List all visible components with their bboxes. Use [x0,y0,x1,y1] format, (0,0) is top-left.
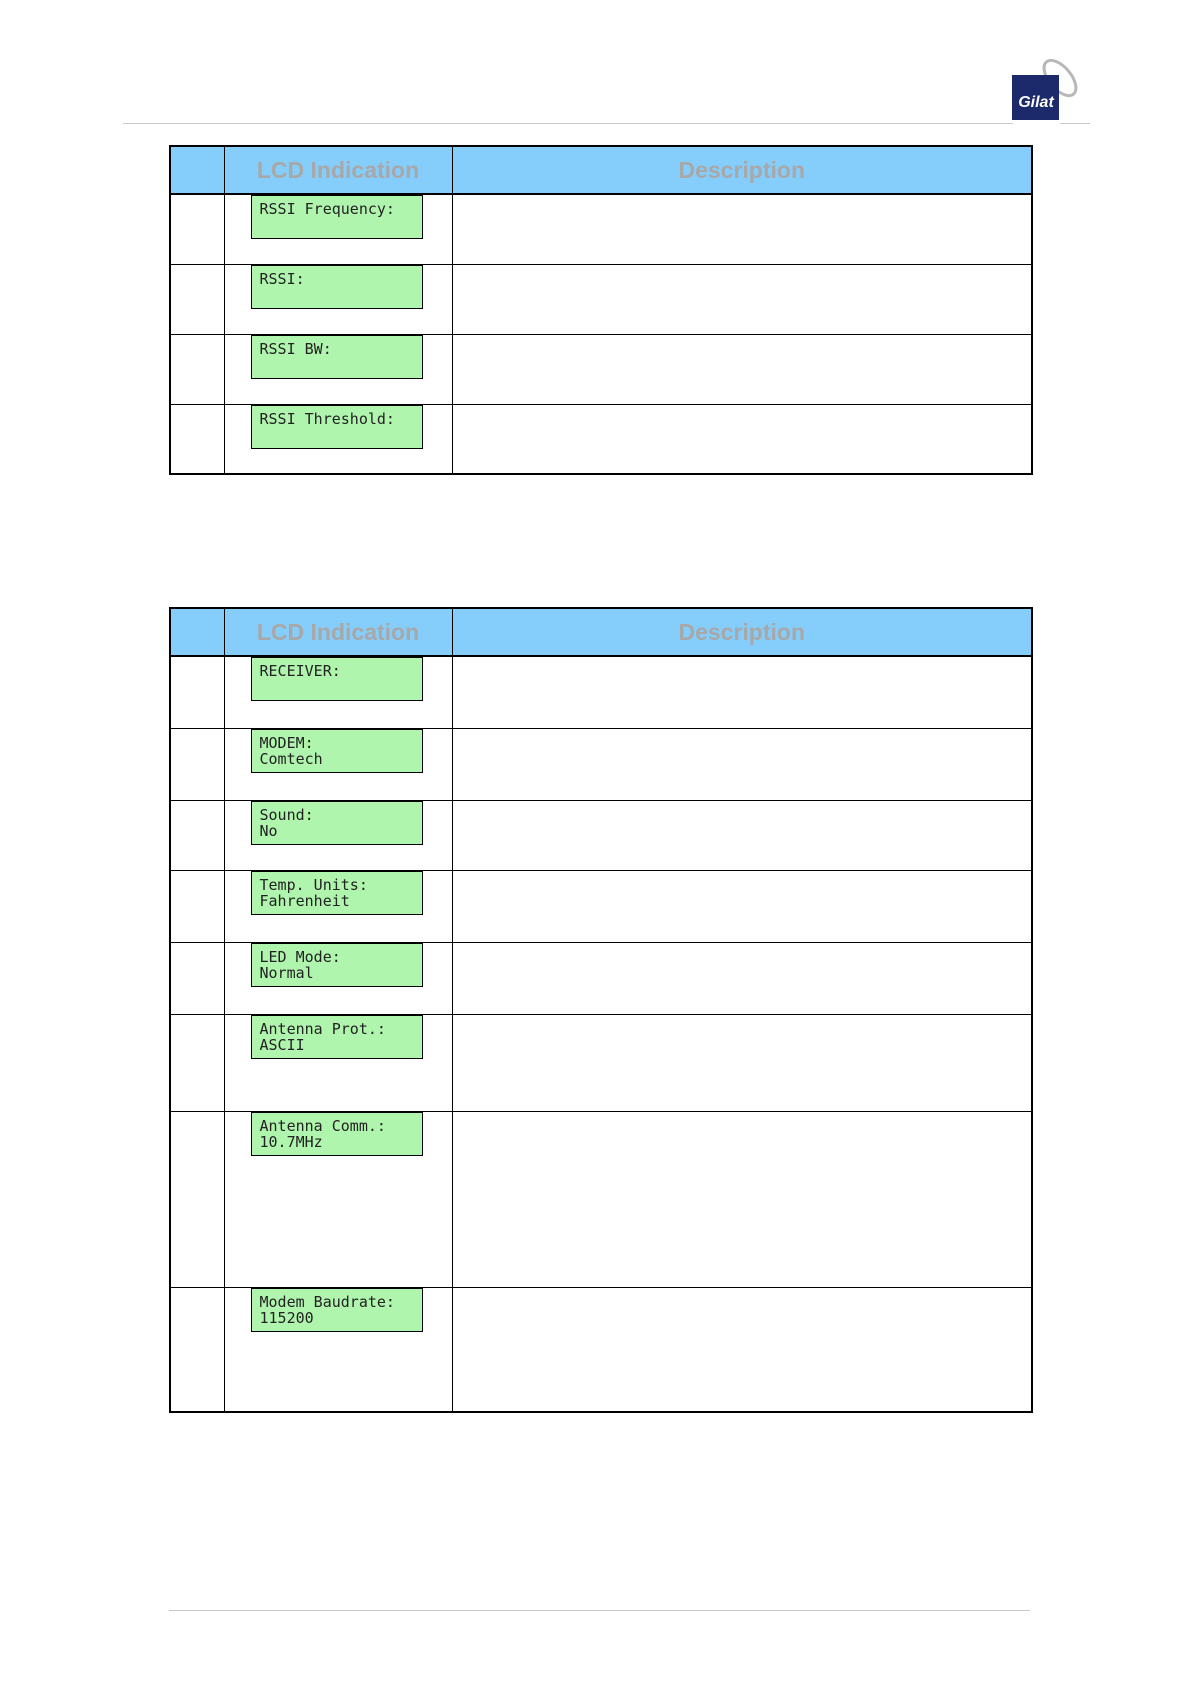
table-row [170,800,1032,870]
lcd-line-2: 10.7MHz [259,1132,323,1151]
header-lcd-indication: LCD Indication [224,146,452,194]
lcd-screen [251,871,423,915]
description-cell [452,194,1032,264]
row-number [170,728,224,800]
row-number [170,656,224,728]
table-row [170,1111,1032,1287]
table-row [170,194,1032,264]
lcd-line-1: Modem Baudrate: [259,1292,395,1311]
lcd-screen [251,405,423,449]
lcd-cell [224,1111,452,1287]
gilat-logo [1008,56,1092,124]
lcd-line-1: RSSI: [259,269,305,288]
lcd-line-1: LED Mode: [259,947,341,966]
lcd-line-2: ASCII [259,1035,305,1054]
lcd-cell [224,728,452,800]
table-row [170,728,1032,800]
description-cell [452,656,1032,728]
lcd-cell [224,800,452,870]
lcd-line-1: RSSI Frequency: [259,200,395,218]
row-number [170,942,224,1014]
description-cell [452,1287,1032,1412]
lcd-screen [251,729,423,773]
lcd-line-1: RECEIVER: [259,662,341,680]
table-row [170,334,1032,404]
logo-text: Gilat [1018,94,1054,111]
row-number [170,194,224,264]
table-header-row [170,146,1032,194]
row-number [170,334,224,404]
header-number [170,608,224,656]
header-description: Description [452,608,1032,656]
lcd-cell [224,1014,452,1111]
lcd-line-1: Temp. Units: [259,875,368,894]
lcd-line-1: RSSI Threshold: [259,409,395,428]
lcd-screen [251,1015,423,1059]
table-row [170,870,1032,942]
row-number [170,800,224,870]
row-number [170,404,224,474]
table-row [170,404,1032,474]
lcd-cell [224,870,452,942]
lcd-cell [224,194,452,264]
row-number [170,870,224,942]
lcd-cell [224,264,452,334]
description-cell [452,1111,1032,1287]
table-row [170,656,1032,728]
lcd-screen [251,265,423,309]
row-number [170,1111,224,1287]
description-cell [452,870,1032,942]
lcd-line-1: Antenna Prot.: [259,1019,386,1038]
header-description: Description [452,146,1032,194]
lcd-table-rssi [169,145,1033,475]
lcd-screen [251,1288,423,1332]
lcd-line-2: Normal [259,963,314,982]
table-row [170,942,1032,1014]
lcd-line-1: Antenna Comm.: [259,1116,386,1135]
table-row [170,264,1032,334]
header-number [170,146,224,194]
lcd-screen [251,943,423,987]
lcd-screen [251,1112,423,1156]
lcd-line-2: Comtech [259,749,323,768]
lcd-line-1: RSSI BW: [259,339,332,358]
lcd-line-2: Fahrenheit [259,891,350,910]
lcd-table-settings [169,607,1033,1413]
row-number [170,1287,224,1412]
lcd-line-2: No [259,821,278,840]
header-rule [123,123,1013,124]
description-cell [452,942,1032,1014]
table-row [170,1287,1032,1412]
table-header-row [170,608,1032,656]
lcd-cell [224,1287,452,1412]
lcd-cell [224,656,452,728]
description-cell [452,728,1032,800]
description-cell [452,264,1032,334]
lcd-screen [251,657,423,701]
lcd-line-1: Sound: [259,805,314,824]
lcd-cell [224,404,452,474]
lcd-cell [224,334,452,404]
footer-rule [169,1610,1030,1611]
lcd-cell [224,942,452,1014]
lcd-screen [251,195,423,239]
description-cell [452,800,1032,870]
lcd-screen [251,801,423,845]
description-cell [452,404,1032,474]
header-lcd-indication: LCD Indication [224,608,452,656]
lcd-line-1: MODEM: [259,733,314,752]
row-number [170,264,224,334]
lcd-screen [251,335,423,379]
lcd-line-2: 115200 [259,1308,314,1327]
table-row [170,1014,1032,1111]
description-cell [452,1014,1032,1111]
row-number [170,1014,224,1111]
description-cell [452,334,1032,404]
